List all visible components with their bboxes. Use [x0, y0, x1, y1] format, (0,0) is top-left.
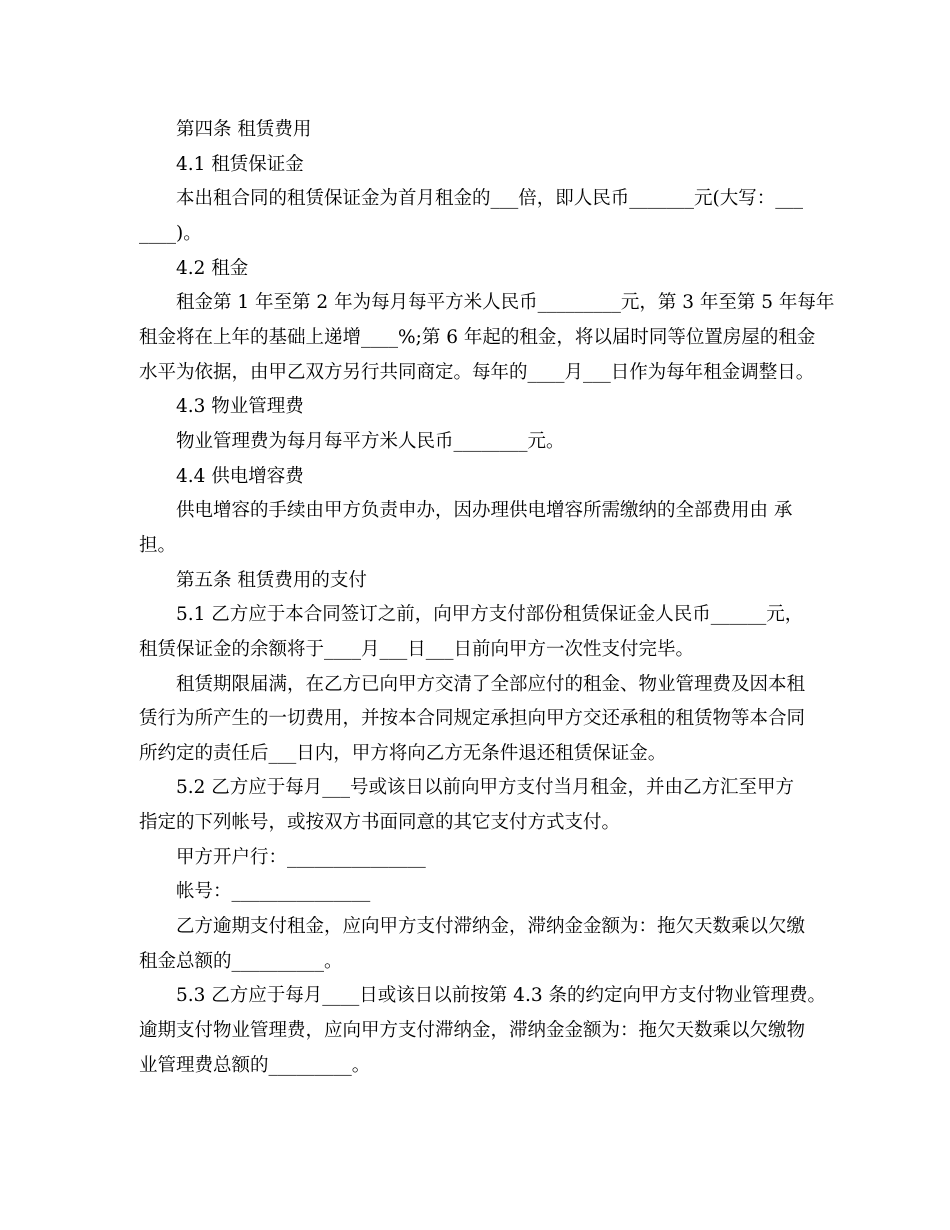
- document-body: [139, 113, 919, 1083]
- clause-5-3-body: [139, 979, 919, 1083]
- text-line: 业管理费总额的_________。: [139, 1054, 371, 1076]
- text-line: 所约定的责任后___日内，甲方将向乙方无条件退还租赁保证金。: [139, 742, 667, 764]
- text-line: 租金将在上年的基础上递增____%;第 6 年起的租金，将以届时同等位置房屋的租金: [139, 326, 816, 348]
- text-line: 4.2 租金: [176, 257, 249, 279]
- article-4-heading: [139, 113, 919, 148]
- clause-4-3-title: [139, 390, 919, 425]
- text-line: 物业管理费为每月每平方米人民币________元。: [176, 430, 565, 452]
- text-line: 租金第 1 年至第 2 年为每月每平方米人民币_________元，第 3 年至第 5 年每年: [176, 292, 835, 314]
- text-line: ____)。: [139, 222, 202, 244]
- clause-4-4-body: [139, 494, 919, 563]
- text-line: 甲方开户行：_______________: [176, 846, 426, 868]
- text-line: 帐号：_______________: [176, 881, 371, 903]
- text-line: 乙方逾期支付租金，应向甲方支付滞纳金，滞纳金金额为：拖欠天数乘以欠缴: [176, 916, 806, 938]
- article-5-heading: [139, 564, 919, 599]
- clause-4-2-title: [139, 252, 919, 287]
- text-line: 租赁保证金的余额将于____月___日___日前向甲方一次性支付完毕。: [139, 638, 695, 660]
- text-line: 5.2 乙方应于每月___号或该日以前向甲方支付当月租金，并由乙方汇至甲方: [176, 777, 795, 799]
- text-line: 第四条 租赁费用: [176, 119, 312, 140]
- clause-4-4-title: [139, 460, 919, 495]
- text-line: 指定的下列帐号，或按双方书面同意的其它支付方式支付。: [139, 812, 621, 834]
- text-line: 第五条 租赁费用的支付: [176, 569, 367, 591]
- bank-name-field: [139, 841, 919, 876]
- text-line: 逾期支付物业管理费，应向甲方支付滞纳金，滞纳金金额为：拖欠天数乘以欠缴物: [139, 1020, 806, 1042]
- account-number-field: [139, 875, 919, 910]
- text-line: 5.3 乙方应于每月____日或该日以前按第 4.3 条的约定向甲方支付物业管理费。: [176, 985, 826, 1007]
- clause-4-3-body: [139, 425, 919, 460]
- text-line: 担。: [139, 534, 177, 556]
- clause-5-2-body: [139, 771, 919, 840]
- text-line: 4.3 物业管理费: [176, 396, 304, 418]
- late-rent-penalty-paragraph: [139, 910, 919, 979]
- deposit-refund-paragraph: [139, 668, 919, 772]
- text-line: 4.1 租赁保证金: [176, 153, 304, 175]
- text-line: 租赁期限届满，在乙方已向甲方交清了全部应付的租金、物业管理费及因本租: [176, 673, 806, 695]
- text-line: 租金总额的__________。: [139, 950, 343, 972]
- clause-4-2-body: [139, 286, 919, 390]
- text-line: 4.4 供电增容费: [176, 465, 304, 487]
- text-line: 供电增容的手续由甲方负责申办，因办理供电增容所需缴纳的全部费用由 承: [176, 500, 793, 522]
- clause-4-1-title: [139, 148, 919, 183]
- text-line: 赁行为所产生的一切费用，并按本合同规定承担向甲方交还承租的租赁物等本合同: [139, 708, 806, 730]
- text-line: 5.1 乙方应于本合同签订之前，向甲方支付部份租赁保证金人民币______元，: [176, 604, 804, 626]
- clause-5-1-body: [139, 598, 919, 667]
- text-line: 本出租合同的租赁保证金为首月租金的___倍，即人民币_______元(大写：___: [176, 188, 803, 210]
- text-line: 水平为依据，由甲乙双方另行共同商定。每年的____月___日作为每年租金调整日。: [139, 361, 815, 383]
- clause-4-1-body: [139, 182, 919, 251]
